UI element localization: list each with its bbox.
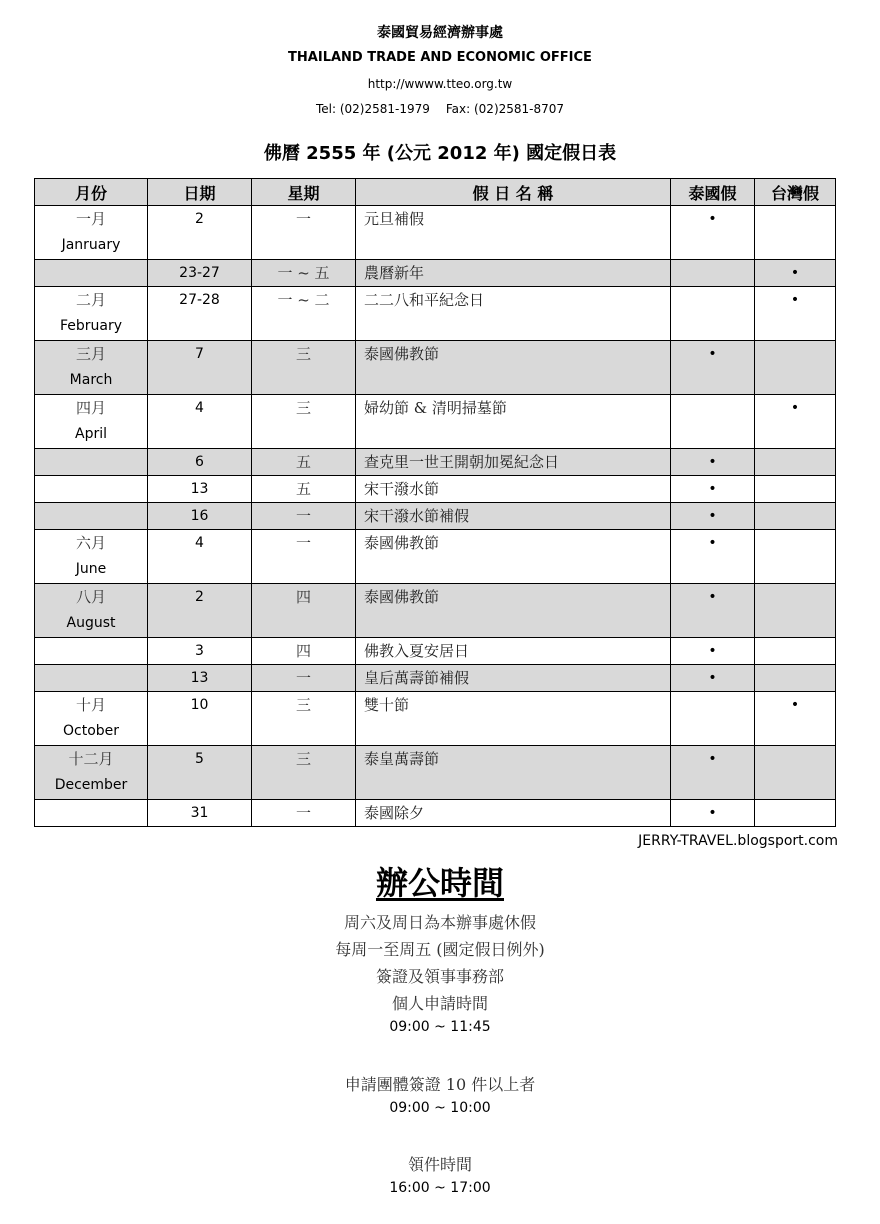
holiday-name: 泰國佛教節 <box>356 341 671 395</box>
holiday-month-chinese: 一月 <box>75 210 106 228</box>
thai-holiday-mark <box>671 260 755 287</box>
holiday-row <box>35 206 836 260</box>
office-telephone: Tel: (02)2581-1979 <box>315 102 430 116</box>
header-date: 日期 <box>148 179 252 206</box>
header-month: 月份 <box>35 179 148 206</box>
holiday-name: 查克里一世王開朝加冕紀念日 <box>356 449 671 476</box>
holiday-weekday: 三 <box>252 746 356 800</box>
thai-holiday-mark <box>671 395 755 449</box>
holiday-row <box>35 665 836 692</box>
holiday-date: 5 <box>148 746 252 800</box>
holiday-row <box>35 476 836 503</box>
office-name-chinese: 泰國貿易經濟辦事處 <box>377 25 503 41</box>
thai-holiday-mark: • <box>671 638 755 665</box>
holiday-name: 泰皇萬壽節 <box>356 746 671 800</box>
holiday-month-chinese: 十二月 <box>68 750 114 768</box>
office-hours-title: 辦公時間 <box>375 864 504 902</box>
taiwan-holiday-mark: • <box>755 692 836 746</box>
holiday-month <box>35 692 148 746</box>
holiday-month <box>35 800 148 827</box>
holiday-name: 泰國佛教節 <box>356 530 671 584</box>
taiwan-holiday-mark <box>755 206 836 260</box>
holiday-weekday: 一 <box>252 206 356 260</box>
holiday-row <box>35 260 836 287</box>
holiday-month <box>35 449 148 476</box>
holiday-weekday: 四 <box>252 638 356 665</box>
holiday-weekday: 一 <box>252 800 356 827</box>
holiday-name: 元旦補假 <box>356 206 671 260</box>
holiday-row <box>35 746 836 800</box>
holiday-month-chinese: 三月 <box>75 345 106 363</box>
holiday-row <box>35 503 836 530</box>
holiday-date: 4 <box>148 530 252 584</box>
holiday-month <box>35 287 148 341</box>
taiwan-holiday-mark <box>755 530 836 584</box>
thai-holiday-mark: • <box>671 800 755 827</box>
holiday-row <box>35 800 836 827</box>
holiday-date: 31 <box>148 800 252 827</box>
holiday-weekday: 一 <box>252 530 356 584</box>
holiday-weekday: 一 ~ 五 <box>252 260 356 287</box>
holiday-month-english: Janruary <box>61 237 121 253</box>
holiday-date: 27-28 <box>148 287 252 341</box>
office-hours-department: 簽證及領事事務部 <box>375 967 504 986</box>
holiday-name: 佛教入夏安居日 <box>356 638 671 665</box>
holiday-name: 婦幼節 & 清明掃墓節 <box>356 395 671 449</box>
holiday-date: 16 <box>148 503 252 530</box>
thai-holiday-mark: • <box>671 206 755 260</box>
holiday-row <box>35 341 836 395</box>
office-hours-weekend-note: 周六及周日為本辦事處休假 <box>343 913 536 932</box>
holiday-weekday: 一 <box>252 665 356 692</box>
holiday-date: 3 <box>148 638 252 665</box>
thai-holiday-mark: • <box>671 746 755 800</box>
holiday-weekday: 三 <box>252 395 356 449</box>
holiday-month <box>35 206 148 260</box>
holiday-weekday: 四 <box>252 584 356 638</box>
holiday-date: 10 <box>148 692 252 746</box>
holiday-row <box>35 449 836 476</box>
thai-holiday-mark: • <box>671 341 755 395</box>
holiday-table-header-row <box>35 179 836 206</box>
office-hours-individual-time: 09:00 ~ 11:45 <box>389 1019 491 1035</box>
holiday-row <box>35 638 836 665</box>
holiday-month <box>35 503 148 530</box>
holiday-weekday: 三 <box>252 692 356 746</box>
holiday-month-english: March <box>69 372 113 388</box>
taiwan-holiday-mark <box>755 503 836 530</box>
holiday-date: 6 <box>148 449 252 476</box>
taiwan-holiday-mark: • <box>755 395 836 449</box>
holiday-weekday: 一 <box>252 503 356 530</box>
holiday-row <box>35 584 836 638</box>
holiday-month-chinese: 二月 <box>75 291 106 309</box>
holiday-month-chinese: 六月 <box>75 534 106 552</box>
holiday-table <box>34 178 836 827</box>
taiwan-holiday-mark <box>755 746 836 800</box>
holiday-table-title: 佛曆 2555 年 (公元 2012 年) 國定假日表 <box>263 143 617 164</box>
holiday-row <box>35 287 836 341</box>
holiday-row <box>35 692 836 746</box>
thai-holiday-mark <box>671 692 755 746</box>
holiday-name: 宋干潑水節補假 <box>356 503 671 530</box>
holiday-name: 泰國佛教節 <box>356 584 671 638</box>
source-credit: JERRY-TRAVEL.blogsport.com <box>638 833 838 849</box>
holiday-name: 皇后萬壽節補假 <box>356 665 671 692</box>
holiday-date: 7 <box>148 341 252 395</box>
holiday-weekday: 三 <box>252 341 356 395</box>
thai-holiday-mark: • <box>671 449 755 476</box>
holiday-month <box>35 260 148 287</box>
holiday-date: 23-27 <box>148 260 252 287</box>
taiwan-holiday-mark <box>755 476 836 503</box>
holiday-weekday: 五 <box>252 449 356 476</box>
office-hours-group-label: 申請團體簽證 10 件以上者 <box>344 1075 536 1094</box>
office-hours-weekday-note: 每周一至周五 (國定假日例外) <box>335 940 545 959</box>
header-weekday: 星期 <box>252 179 356 206</box>
holiday-month <box>35 746 148 800</box>
holiday-name: 農曆新年 <box>356 260 671 287</box>
taiwan-holiday-mark <box>755 665 836 692</box>
holiday-name: 泰國除夕 <box>356 800 671 827</box>
office-hours-pickup-time: 16:00 ~ 17:00 <box>389 1180 491 1196</box>
holiday-month-english: October <box>62 723 120 739</box>
holiday-row <box>35 530 836 584</box>
holiday-month <box>35 584 148 638</box>
taiwan-holiday-mark <box>755 638 836 665</box>
holiday-month <box>35 530 148 584</box>
taiwan-holiday-mark: • <box>755 287 836 341</box>
holiday-month-english: December <box>54 777 128 793</box>
office-hours-individual-label: 個人申請時間 <box>391 994 488 1013</box>
office-website: http://wwww.tteo.org.tw <box>367 77 513 91</box>
thai-holiday-mark <box>671 287 755 341</box>
office-name-english: THAILAND TRADE AND ECONOMIC OFFICE <box>288 50 592 65</box>
holiday-month-english: February <box>59 318 123 334</box>
holiday-month <box>35 476 148 503</box>
thai-holiday-mark: • <box>671 476 755 503</box>
holiday-month-chinese: 八月 <box>75 588 106 606</box>
holiday-name: 宋干潑水節 <box>356 476 671 503</box>
holiday-month-chinese: 四月 <box>75 399 106 417</box>
holiday-name: 二二八和平紀念日 <box>356 287 671 341</box>
holiday-weekday: 五 <box>252 476 356 503</box>
holiday-month <box>35 341 148 395</box>
holiday-weekday: 一 ~ 二 <box>252 287 356 341</box>
office-hours-group-time: 09:00 ~ 10:00 <box>389 1100 491 1116</box>
holiday-date: 2 <box>148 206 252 260</box>
taiwan-holiday-mark <box>755 341 836 395</box>
holiday-date: 13 <box>148 476 252 503</box>
holiday-month <box>35 638 148 665</box>
taiwan-holiday-mark <box>755 800 836 827</box>
office-hours-pickup-label: 領件時間 <box>407 1155 472 1174</box>
header-thai-holiday: 泰國假 <box>671 179 755 206</box>
header-holiday-name: 假 日 名 稱 <box>356 179 671 206</box>
holiday-row <box>35 395 836 449</box>
taiwan-holiday-mark: • <box>755 260 836 287</box>
thai-holiday-mark: • <box>671 503 755 530</box>
holiday-month-english: April <box>75 426 107 442</box>
taiwan-holiday-mark <box>755 584 836 638</box>
thai-holiday-mark: • <box>671 584 755 638</box>
holiday-date: 13 <box>148 665 252 692</box>
holiday-month-english: June <box>75 561 107 577</box>
holiday-month-english: August <box>66 615 116 631</box>
holiday-month <box>35 395 148 449</box>
holiday-date: 4 <box>148 395 252 449</box>
holiday-month <box>35 665 148 692</box>
holiday-name: 雙十節 <box>356 692 671 746</box>
taiwan-holiday-mark <box>755 449 836 476</box>
office-fax: Fax: (02)2581-8707 <box>445 102 565 116</box>
office-contact <box>0 102 880 116</box>
thai-holiday-mark: • <box>671 665 755 692</box>
thai-holiday-mark: • <box>671 530 755 584</box>
holiday-date: 2 <box>148 584 252 638</box>
header-taiwan-holiday: 台灣假 <box>755 179 836 206</box>
holiday-month-chinese: 十月 <box>75 696 106 714</box>
